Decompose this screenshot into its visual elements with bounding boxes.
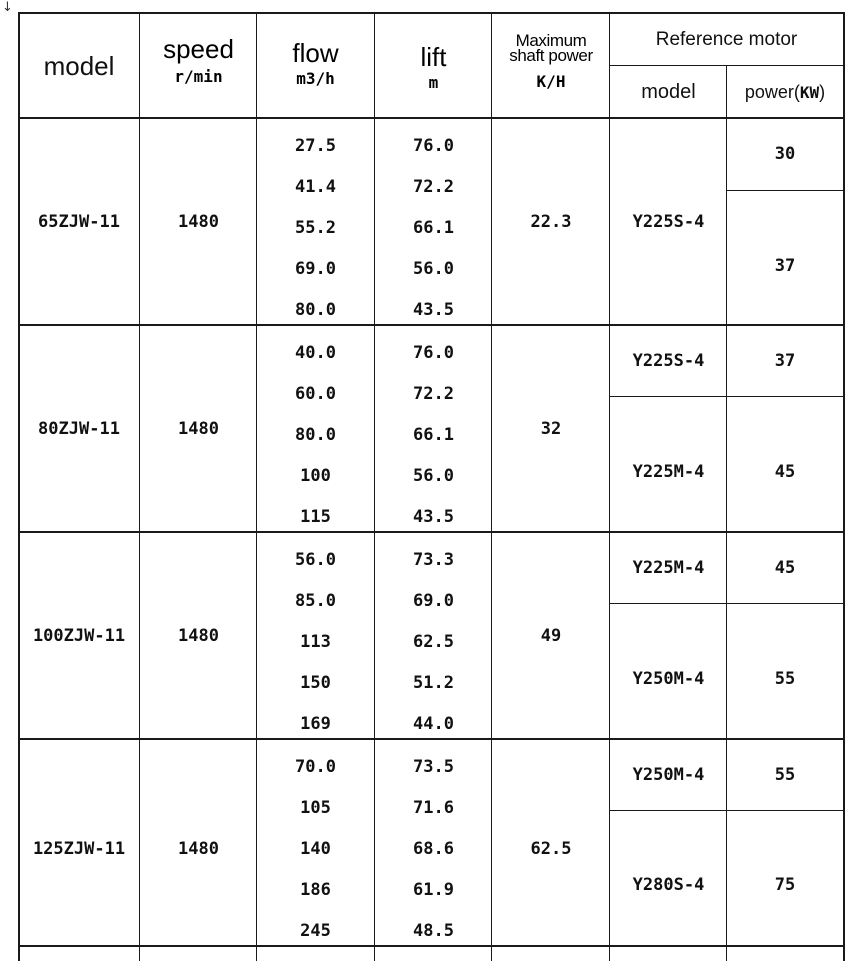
- motor-power-cell: 55: [774, 765, 796, 785]
- max-shaft-power-cell: 49: [540, 625, 562, 646]
- column-rule: [491, 12, 492, 961]
- flow-cell: 113: [300, 632, 331, 652]
- header-max-shaft-power: [492, 33, 610, 91]
- header-lift-unit: m: [428, 73, 439, 92]
- flow-cell: 150: [300, 673, 331, 693]
- header-max-power-line2: shaft power: [509, 46, 593, 65]
- header-motor-power: [727, 66, 843, 118]
- lift-cell: 48.5: [413, 921, 454, 941]
- header-motor-model: model: [641, 80, 696, 103]
- lift-cell: 71.6: [413, 798, 454, 818]
- flow-cell: 115: [300, 507, 331, 527]
- flow-cell: 80.0: [295, 300, 336, 320]
- header-max-power-unit: K/H: [536, 72, 566, 91]
- motor-power-cell: 37: [774, 351, 796, 371]
- lift-cell: 62.5: [413, 632, 454, 652]
- speed-cell: 1480: [178, 211, 219, 232]
- max-shaft-power-cell: 32: [540, 418, 562, 439]
- max-shaft-power-cell: 22.3: [530, 211, 572, 232]
- lift-cell: 56.0: [413, 259, 454, 279]
- speed-cell: 1480: [178, 625, 219, 646]
- header-speed-label: speed: [163, 34, 234, 64]
- motor-model-cell: Y225M-4: [632, 462, 705, 482]
- column-rule: [374, 12, 375, 961]
- motor-row-rule: [610, 396, 844, 397]
- lift-cell: 76.0: [413, 136, 454, 156]
- flow-cell: 27.5: [295, 136, 336, 156]
- header-flow-label: flow: [292, 38, 339, 68]
- corner-arrow-mark: ↓: [2, 0, 13, 15]
- motor-row-rule: [727, 190, 844, 191]
- flow-cell: 40.0: [295, 343, 336, 363]
- motor-power-cell: 30: [774, 144, 796, 164]
- lift-cell: 76.0: [413, 343, 454, 363]
- lift-cell: 43.5: [413, 300, 454, 320]
- lift-cell: 66.1: [413, 218, 454, 238]
- flow-cell: 60.0: [295, 384, 336, 404]
- lift-cell: 69.0: [413, 591, 454, 611]
- lift-cell: 73.5: [413, 757, 454, 777]
- group-divider: [18, 531, 844, 533]
- flow-cell: 100: [300, 466, 331, 486]
- lift-cell: 51.2: [413, 673, 454, 693]
- pump-model-cell: 125ZJW-11: [32, 839, 126, 859]
- table-border-left: [18, 12, 20, 961]
- column-rule: [609, 12, 610, 961]
- column-rule: [256, 12, 257, 961]
- header-motor-power-label: power(: [744, 81, 800, 102]
- group-divider: [18, 738, 844, 740]
- flow-cell: 186: [300, 880, 331, 900]
- header-lift-label: lift: [420, 42, 447, 72]
- column-rule: [139, 12, 140, 961]
- flow-cell: 70.0: [295, 757, 336, 777]
- lift-cell: 61.9: [413, 880, 454, 900]
- header-flow-unit: m3/h: [296, 69, 335, 88]
- flow-cell: 245: [300, 921, 331, 941]
- lift-cell: 72.2: [413, 384, 454, 404]
- group-divider: [18, 324, 844, 326]
- flow-cell: 80.0: [295, 425, 336, 445]
- speed-cell: 1480: [178, 418, 219, 439]
- motor-row-rule: [610, 810, 844, 811]
- flow-cell: 105: [300, 798, 331, 818]
- motor-model-cell: Y225S-4: [632, 351, 705, 371]
- flow-cell: 56.0: [295, 550, 336, 570]
- table-border-right: [843, 12, 845, 961]
- pump-model-cell: 100ZJW-11: [32, 625, 126, 646]
- flow-cell: 69.0: [295, 259, 336, 279]
- flow-cell: 140: [300, 839, 331, 859]
- header-motor-power-close: ): [819, 81, 826, 102]
- speed-cell: 1480: [178, 839, 219, 859]
- ref-motor-header-rule: [610, 65, 844, 66]
- table-border-top: [18, 12, 844, 14]
- motor-power-cell: 37: [774, 256, 796, 276]
- motor-model-cell: Y250M-4: [632, 765, 705, 785]
- lift-cell: 44.0: [413, 714, 454, 734]
- header-speed: [140, 34, 257, 86]
- lift-cell: 66.1: [413, 425, 454, 445]
- header-speed-unit: r/min: [174, 67, 223, 86]
- header-bottom-rule: [18, 117, 844, 119]
- motor-row-rule: [610, 603, 844, 604]
- flow-cell: 41.4: [295, 177, 336, 197]
- pump-model-cell: 65ZJW-11: [38, 211, 120, 232]
- max-shaft-power-cell: 62.5: [530, 839, 572, 859]
- motor-power-cell: 45: [774, 558, 796, 578]
- header-max-power-line1: Maximum: [515, 31, 587, 50]
- flow-cell: 55.2: [295, 218, 336, 238]
- motor-model-cell: Y280S-4: [632, 875, 705, 895]
- lift-cell: 68.6: [413, 839, 454, 859]
- pump-model-cell: 80ZJW-11: [38, 418, 120, 439]
- lift-cell: 56.0: [413, 466, 454, 486]
- lift-cell: 43.5: [413, 507, 454, 527]
- header-lift: [375, 42, 492, 92]
- motor-power-cell: 55: [774, 669, 796, 689]
- motor-model-cell: Y250M-4: [632, 669, 705, 689]
- motor-model-cell: Y225M-4: [632, 558, 705, 578]
- motor-model-cell: Y225S-4: [632, 211, 705, 232]
- column-rule: [726, 65, 727, 961]
- group-divider: [18, 945, 844, 947]
- lift-cell: 72.2: [413, 177, 454, 197]
- header-motor-power-unit: KW: [799, 82, 820, 102]
- header-reference-motor: Reference motor: [655, 28, 798, 50]
- header-model: model: [43, 50, 115, 81]
- flow-cell: 169: [300, 714, 331, 734]
- motor-power-cell: 75: [774, 875, 796, 895]
- flow-cell: 85.0: [295, 591, 336, 611]
- motor-power-cell: 45: [774, 462, 796, 482]
- header-flow: [257, 38, 374, 88]
- lift-cell: 73.3: [413, 550, 454, 570]
